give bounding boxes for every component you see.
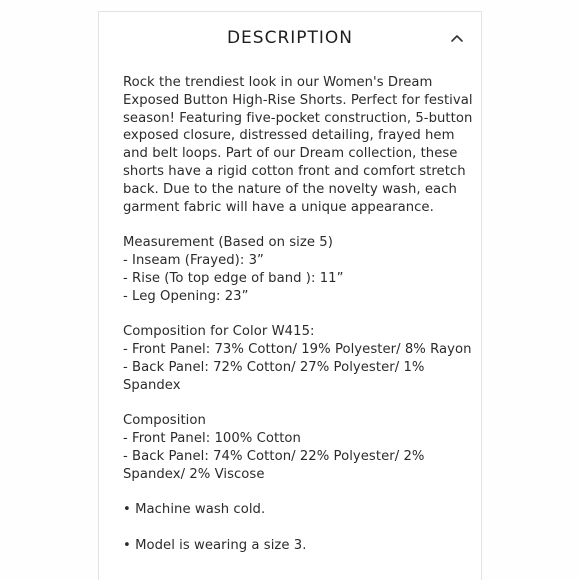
care-instruction: • Machine wash cold. xyxy=(123,502,266,518)
composition-heading: Composition xyxy=(123,413,206,429)
composition-block xyxy=(123,412,473,483)
description-header[interactable] xyxy=(99,12,481,64)
measurement-item: - Leg Opening: 23” xyxy=(123,288,249,304)
composition-color-block xyxy=(123,323,473,394)
composition-item: - Front Panel: 100% Cotton xyxy=(123,430,301,446)
composition-color-heading: Composition for Color W415: xyxy=(123,324,315,340)
measurement-item: - Rise (To top edge of band ): 11” xyxy=(123,270,344,286)
description-intro: Rock the trendiest look in our Women's Dream Exposed Button High-Rise Shorts. Perfect for festival season! Featuring five-pocket construction, 5-button exposed closure, distressed detailing, frayed hem and belt loops. Part of our Dream collection, these shorts have a rigid cotton front and comfort stretch back. Due to the nature of the novelty wash, each garment fabric will have a unique appearance. xyxy=(123,75,473,215)
composition-color-item: - Front Panel: 73% Cotton/ 19% Polyester/ 8% Rayon xyxy=(123,341,472,357)
description-panel xyxy=(98,11,482,580)
composition-item: - Back Panel: 74% Cotton/ 22% Polyester/ 2% Spandex/ 2% Viscose xyxy=(123,448,425,482)
measurement-item: - Inseam (Frayed): 3” xyxy=(123,252,264,268)
chevron-up-icon xyxy=(447,28,467,48)
description-body xyxy=(123,74,473,572)
composition-color-item: - Back Panel: 72% Cotton/ 27% Polyester/ 1% Spandex xyxy=(123,359,425,393)
measurement-block xyxy=(123,234,473,305)
collapse-button[interactable] xyxy=(447,28,467,48)
model-size-note: • Model is wearing a size 3. xyxy=(123,537,307,553)
section-title: DESCRIPTION xyxy=(226,28,354,48)
measurement-heading: Measurement (Based on size 5) xyxy=(123,235,333,251)
